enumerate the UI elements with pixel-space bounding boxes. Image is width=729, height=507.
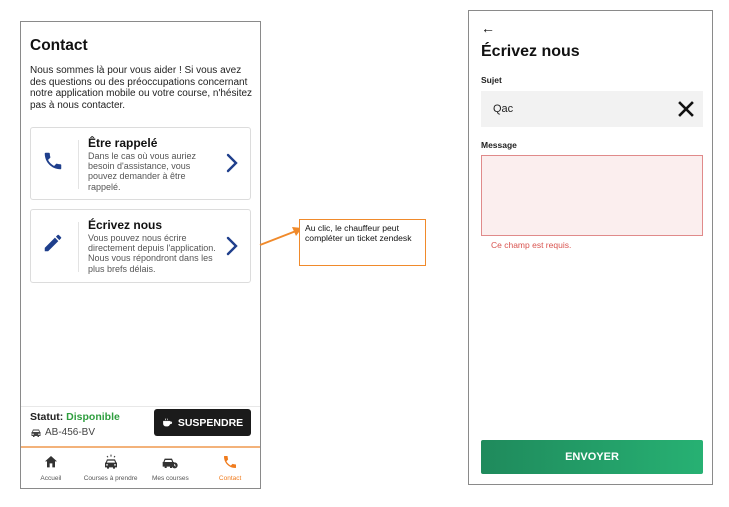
subject-input[interactable] (481, 91, 703, 127)
phone-icon (222, 454, 238, 470)
chevron-right-icon (224, 152, 240, 174)
card-divider (78, 222, 79, 272)
page-title: Écrivez nous (481, 43, 580, 60)
card-title: Être rappelé (88, 136, 158, 150)
nav-label: Mes courses (151, 475, 189, 482)
card-title: Écrivez nous (88, 218, 163, 232)
car-clock-icon (162, 454, 178, 470)
status-label (30, 411, 120, 423)
status-value: Disponible (66, 411, 120, 423)
subject-label: Sujet (481, 75, 502, 85)
nav-item-contact[interactable] (200, 448, 260, 489)
page-title: Contact (30, 37, 88, 54)
send-button[interactable] (481, 440, 703, 474)
suspend-label: SUSPENDRE (177, 416, 244, 429)
plate-text: AB-456-BV (45, 427, 96, 438)
nav-label: Contact (218, 475, 242, 482)
status-divider (21, 406, 260, 407)
intro-text: Nous sommes là pour vous aider ! Si vous avez des questions ou des préoccupations concernant notre application mobile ou votre course, n'hésitez pas à nous contacter. (30, 65, 253, 111)
write-us-screen (468, 10, 713, 485)
callback-card[interactable] (30, 127, 251, 200)
card-description: Vous pouvez nous écrire directement depuis l'application. Nous vous répondront dans les plus brefs délais. (88, 233, 216, 274)
contact-screen (20, 21, 261, 489)
annotation-arrow (258, 225, 304, 247)
message-label: Message (481, 140, 517, 150)
vehicle-plate (30, 427, 95, 438)
phone-icon (42, 150, 64, 172)
close-icon[interactable] (677, 100, 695, 118)
nav-item-accueil[interactable] (21, 448, 81, 489)
home-icon (43, 454, 59, 470)
annotation-note: Au clic, le chauffeur peut compléter un ticket zendesk (299, 219, 426, 266)
write-us-card[interactable] (30, 209, 251, 283)
car-icon (30, 428, 42, 438)
card-description: Dans le cas où vous auriez besoin d'assistance, vous pouvez demander à être rappelé. (88, 151, 197, 192)
nav-label: Accueil (40, 475, 62, 482)
status-label-text: Statut: (30, 411, 64, 423)
suspend-button[interactable] (154, 409, 251, 436)
nav-item-mes-courses[interactable] (141, 448, 201, 489)
send-label: ENVOYER (565, 451, 619, 463)
coffee-icon (162, 417, 173, 428)
nav-label: Courses à prendre (83, 475, 138, 482)
bottom-nav (21, 448, 260, 489)
message-textarea[interactable] (481, 155, 703, 236)
nav-item-courses-a-prendre[interactable] (81, 448, 141, 489)
chevron-right-icon (224, 235, 240, 257)
pencil-icon (42, 232, 64, 254)
car-icon (103, 454, 119, 470)
back-arrow-icon[interactable]: ← (481, 20, 495, 36)
card-divider (78, 140, 79, 189)
error-message: Ce champ est requis. (491, 240, 572, 250)
